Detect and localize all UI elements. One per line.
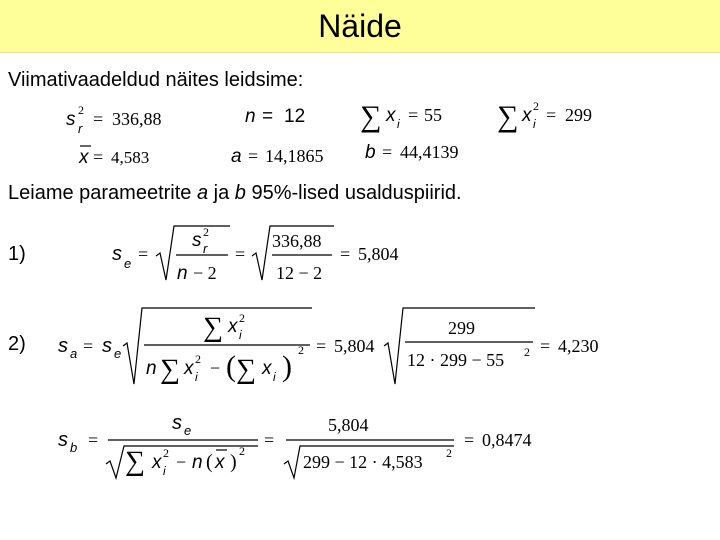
svg-text:=: =	[262, 106, 274, 127]
svg-text:=: =	[88, 430, 99, 450]
sum-x-value: 55	[424, 105, 442, 125]
svg-text:x: x	[79, 147, 89, 168]
sum-x2-value: 299	[565, 105, 592, 125]
a-given	[231, 146, 324, 167]
svg-text:x: x	[262, 358, 272, 379]
svg-text:=: =	[546, 105, 557, 125]
svg-text:∑: ∑	[125, 446, 145, 477]
svg-text:∑: ∑	[497, 100, 519, 133]
svg-text:=: =	[408, 105, 419, 125]
sum-x2-given	[497, 99, 592, 133]
svg-text:∑: ∑	[360, 100, 382, 133]
svg-text:∑: ∑	[236, 354, 256, 385]
step2-result: 4,230	[558, 336, 599, 356]
svg-text:=: =	[540, 336, 551, 356]
svg-text:i: i	[195, 370, 198, 384]
svg-text:=: =	[235, 244, 246, 264]
svg-text:2: 2	[524, 345, 530, 359]
svg-text:2: 2	[163, 446, 169, 460]
svg-text:a: a	[70, 346, 78, 361]
svg-text:s: s	[112, 243, 122, 265]
svg-text:=: =	[93, 147, 104, 167]
step2-denominator: 12 · 299 − 55	[407, 350, 505, 370]
svg-text:=: =	[83, 336, 94, 356]
svg-text:s: s	[66, 109, 76, 130]
svg-text:2: 2	[195, 352, 201, 366]
step1-numerator: 336,88	[272, 231, 322, 251]
svg-text:b: b	[365, 142, 376, 163]
svg-text:s: s	[102, 335, 112, 357]
svg-text:=: =	[248, 146, 259, 166]
svg-text:x: x	[386, 105, 396, 126]
svg-text:2: 2	[533, 99, 539, 113]
svg-text:n: n	[177, 263, 188, 284]
svg-text:2: 2	[203, 225, 209, 239]
n-given	[245, 106, 305, 127]
title-bar	[0, 0, 720, 53]
svg-text:∑: ∑	[160, 354, 180, 385]
svg-text:): )	[282, 350, 292, 383]
svg-text:n: n	[146, 358, 157, 379]
svg-text:∑: ∑	[203, 312, 223, 343]
svg-text:=: =	[382, 142, 393, 162]
intro-text: Viimativaadeldud näites leidsime:	[8, 69, 304, 91]
step2-formula	[50, 300, 630, 390]
n-value: 12	[284, 106, 306, 127]
svg-text:e: e	[184, 423, 192, 438]
xbar-value: 4,583	[111, 148, 150, 167]
sr2-given	[66, 103, 162, 136]
a-value: 14,1865	[265, 146, 324, 166]
svg-text:x: x	[215, 452, 225, 473]
step1-result: 5,804	[358, 244, 399, 264]
svg-text:s: s	[58, 335, 68, 357]
lead-text: Leiame parameetrite a ja b 95%-lised usalduspiirid.	[8, 182, 462, 204]
svg-text:(: (	[206, 451, 213, 473]
sr2-value: 336,88	[112, 109, 162, 129]
svg-text:−: −	[210, 358, 221, 378]
step1-denominator: 12 − 2	[276, 263, 323, 283]
svg-text:): )	[230, 451, 237, 473]
svg-text:x: x	[522, 105, 532, 126]
svg-text:s: s	[192, 230, 202, 251]
step2-coefficient: 5,804	[334, 336, 375, 356]
svg-text:x: x	[228, 316, 238, 337]
svg-text:b: b	[70, 440, 78, 455]
svg-text:r: r	[203, 241, 208, 256]
svg-text:i: i	[163, 464, 166, 478]
slide-title: Näide	[318, 8, 402, 44]
svg-text:2: 2	[78, 103, 84, 117]
svg-text:e: e	[124, 256, 132, 271]
step1-formula	[100, 218, 430, 290]
svg-text:n: n	[192, 452, 203, 473]
svg-text:=: =	[340, 244, 351, 264]
svg-text:=: =	[464, 430, 475, 450]
step3-formula	[50, 402, 570, 482]
step2-numerator: 299	[448, 318, 475, 338]
xbar-given	[78, 146, 149, 168]
step3-denominator: 299 − 12 · 4,583	[303, 452, 423, 472]
svg-text:x: x	[184, 358, 194, 379]
svg-text:r: r	[78, 121, 83, 136]
svg-text:i: i	[533, 117, 536, 131]
svg-text:(: (	[226, 350, 236, 383]
svg-text:s: s	[172, 412, 182, 434]
svg-text:2: 2	[446, 446, 452, 460]
svg-text:i: i	[397, 117, 400, 131]
svg-text:n: n	[245, 106, 256, 127]
svg-text:=: =	[316, 336, 327, 356]
step1-label: 1)	[8, 243, 26, 265]
step3-result: 0,8474	[482, 430, 532, 450]
svg-text:− 2: − 2	[193, 263, 217, 283]
svg-text:s: s	[58, 429, 68, 451]
step2-label: 2)	[8, 333, 26, 355]
svg-text:i: i	[239, 328, 242, 342]
svg-text:i: i	[273, 370, 276, 384]
svg-text:2: 2	[239, 444, 245, 458]
svg-text:−: −	[176, 452, 187, 472]
b-value: 44,4139	[400, 142, 459, 162]
svg-text:e: e	[114, 346, 122, 361]
svg-text:x: x	[152, 452, 162, 473]
svg-text:=: =	[93, 109, 104, 129]
step2-exponent: 2	[298, 343, 304, 357]
sum-x-given	[360, 100, 442, 133]
svg-text:=: =	[138, 244, 149, 264]
step3-numerator: 5,804	[328, 415, 369, 435]
svg-text:2: 2	[239, 311, 245, 325]
svg-text:a: a	[231, 146, 242, 167]
b-given	[365, 142, 459, 163]
givens-formulas	[0, 90, 720, 170]
svg-text:=: =	[264, 430, 275, 450]
